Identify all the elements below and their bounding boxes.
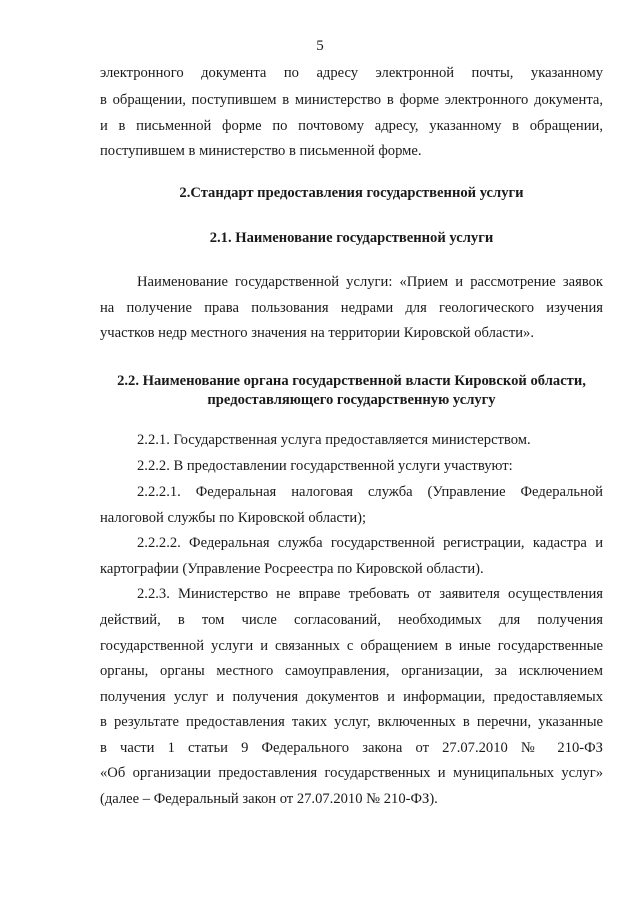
text-line: действий, в том числе согласований, необходимых для получения (100, 612, 603, 628)
subsection-heading: 2.2. Наименование органа государственной власти Кировской области, (117, 373, 586, 389)
text-line: 2.2.3. Министерство не вправе требовать от заявителя осуществления (137, 586, 603, 602)
text-line: картографии (Управление Росреестра по Кировской области). (100, 561, 484, 577)
text-line: Наименование государственной услуги: «Прием и рассмотрение заявок (137, 274, 603, 290)
subsection-heading: предоставляющего государственную услугу (207, 392, 496, 408)
text-line: и в письменной форме по почтовому адресу, указанному в обращении, (100, 118, 603, 134)
text-line: в результате предоставления таких услуг, включенных в перечни, указанные (100, 714, 603, 730)
text-line: участков недр местного значения на территории Кировской области». (100, 325, 534, 341)
text-line: получения услуг и получения документов и информации, предоставляемых (100, 689, 603, 705)
text-line: налоговой службы по Кировской области); (100, 510, 367, 526)
text-line: в обращении, поступившем в министерство в форме электронного документа, (100, 92, 603, 108)
text-line: 2.2.2.1. Федеральная налоговая служба (Управление Федеральной (137, 484, 603, 500)
text-line: поступившем в министерство в письменной форме. (100, 143, 422, 159)
text-line: 2.2.2. В предоставлении государственной услуги участвуют: (137, 458, 513, 474)
text-line: электронного документа по адресу электронной почты, указанному (100, 65, 603, 81)
text-line: органы, органы местного самоуправления, организации, за исключением (100, 663, 603, 679)
section-heading: 2.Стандарт предоставления государственной услуги (179, 185, 524, 201)
text-line: «Об организации предоставления государственных и муниципальных услуг» (100, 765, 603, 781)
text-line: 2.2.1. Государственная услуга предоставляется министерством. (137, 432, 531, 448)
text-line: (далее – Федеральный закон от 27.07.2010 № 210-ФЗ). (100, 791, 438, 807)
text-line: государственной услуги и связанных с обращением в иные государственные (100, 638, 603, 654)
subsection-heading: 2.1. Наименование государственной услуги (209, 230, 494, 246)
text-line: в части 1 статьи 9 Федерального закона от 27.07.2010 № 210-ФЗ (100, 740, 603, 756)
text-line: 2.2.2.2. Федеральная служба государственной регистрации, кадастра и (137, 535, 603, 551)
text-line: на получение права пользования недрами для геологического изучения (100, 300, 603, 316)
page-number: 5 (316, 38, 324, 54)
